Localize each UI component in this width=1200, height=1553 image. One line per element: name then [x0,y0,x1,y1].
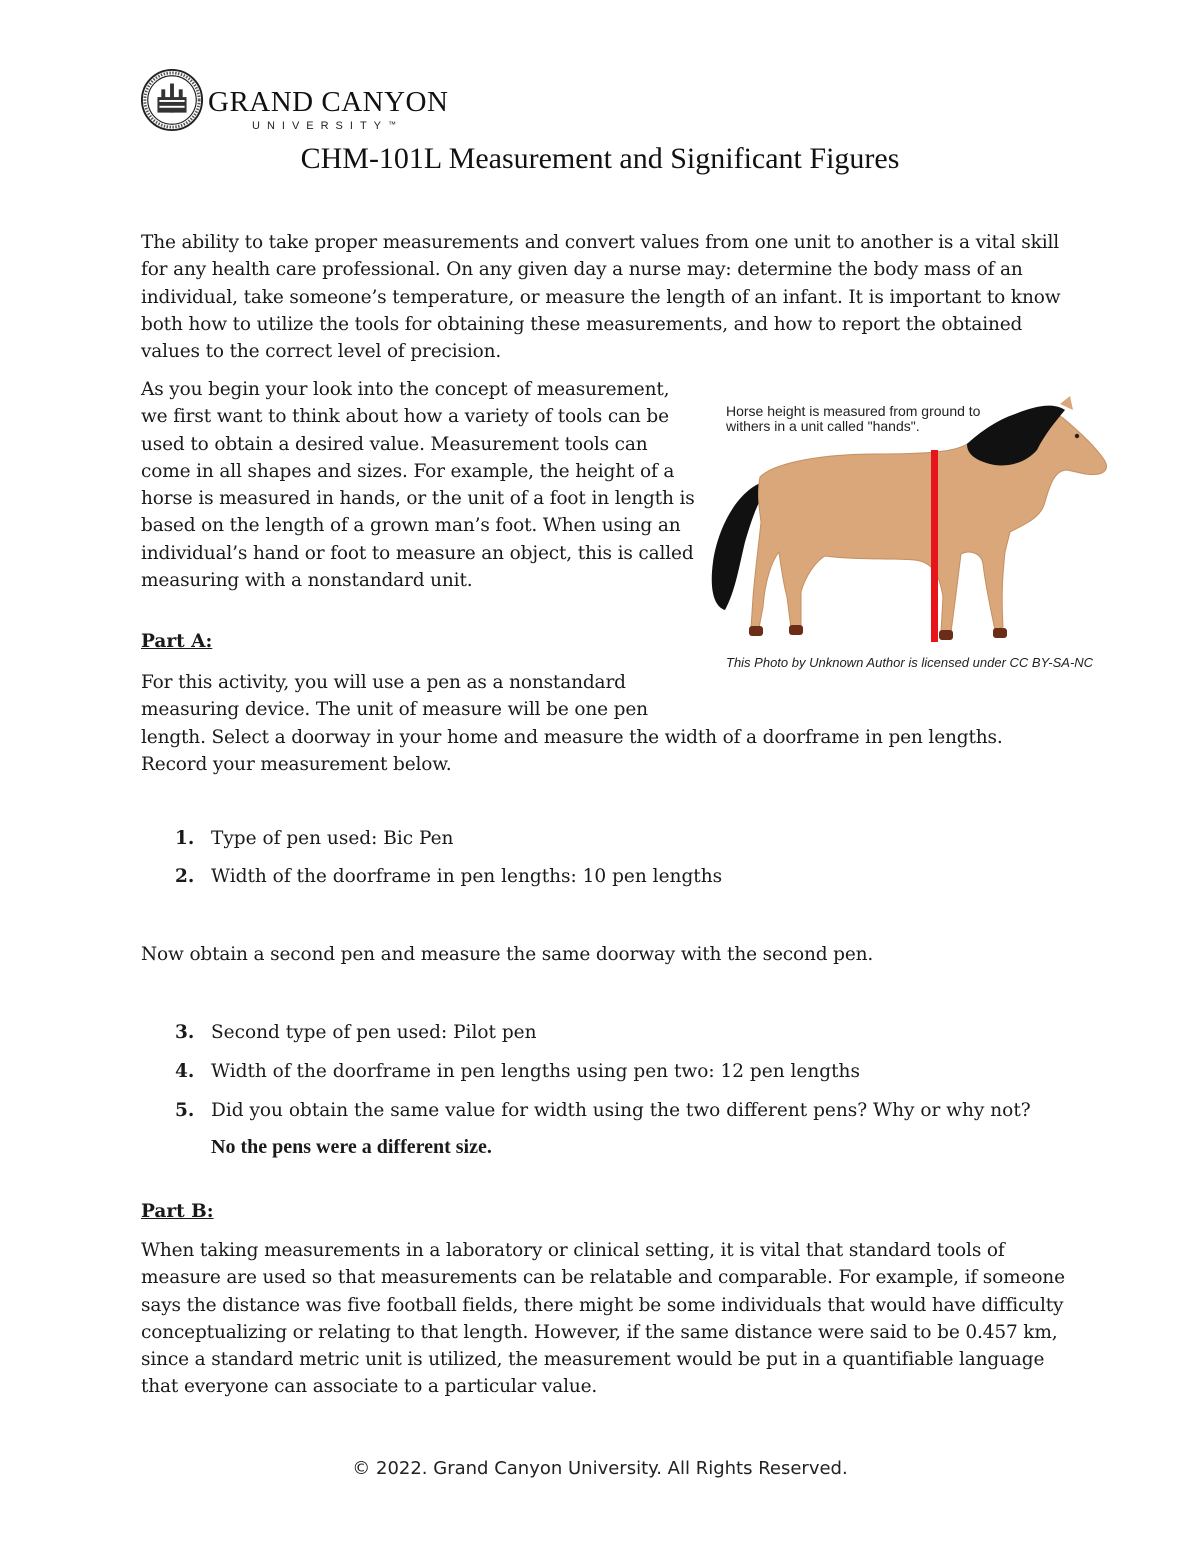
figure-caption: Horse height is measured from ground to withers in a unit called "hands". [726,403,981,434]
part-b-heading: Part B: [141,1201,214,1222]
height-marker [931,450,938,642]
part-b-paragraph: When taking measurements in a laboratory or clinical setting, it is vital that standard tools of measure are used so that measurements can be relatable and comparable. For example, if someone says the distance was five football fields, there might be some individuals that would have difficulty conceptualizing or relating to that length. However, if the same distance were said to be 0.457 km, since a standard metric unit is utilized, the measurement would be put in a quantifiable language that everyone can associate to a particular value. [141,1240,1065,1398]
answer-5: No the pens were a different size. [211,1136,492,1158]
copyright-footer: © 2022. Grand Canyon University. All Rights Reserved. [352,1458,848,1479]
university-name: GRAND CANYON [208,86,449,118]
part-a-heading: Part A: [141,631,213,652]
part-a-text-wide: length. Select a doorway in your home and measure the width of a doorframe in pen lengths. Record your measurement below. [141,726,1003,775]
second-pen-paragraph: Now obtain a second pen and measure the same doorway with the second pen. [141,944,874,965]
part-a-text-narrow: For this activity, you will use a pen as a nonstandard measuring device. The unit of measure will be one pen [141,672,648,721]
page-title: CHM-101L Measurement and Significant Figures [300,142,900,175]
concept-paragraph: As you begin your look into the concept of measurement, we first want to think about how a variety of tools can be used to obtain a desired value. Measurement tools can come in all shapes and sizes. For example, the height of a horse is measured in hands, or the unit of a foot in length is based on the length of a grown man’s foot. When using an individual’s hand or foot to measure an object, this is called measuring with a nonstandard unit. [141,379,695,592]
university-seal-icon [140,68,204,132]
intro-paragraph: The ability to take proper measurements and convert values from one unit to another is a vital skill for any health care professional. On any given day a nurse may: determine the body mass of an individual, take someone’s temperature, or measure the length of an infant. It is important to know both how to utilize the tools for obtaining these measurements, and how to report the obtained values to the correct level of precision. [141,232,1061,363]
part-a-paragraph [141,669,1021,778]
university-sub: UNIVERSITY™ [252,120,397,132]
document-page: GRAND CANYON UNIVERSITY™ CHM-101L Measurement and Significant Figures The ability to take proper measurements and convert values from one unit to another is a vital skill for any health care professional. On any given day a nurse may: determine the body mass of an individual, take someone’s temperature, or measure the length of an infant. It is important to know both how to utilize the tools for obtaining these measurements, and how to report the obtained values to the correct level of precision. As you begin your look into the concept of measurement, we first want to think about how a variety of tools can be used to obtain a desired value. Measurement tools can come in all shapes and sizes. For example, the height of a horse is measured in hands, or the unit of a foot in length is based on the length of a grown man’s foot. When using an individual’s hand or foot to measure an object, this is called measuring with a nonstandard unit. Horse height is measured from ground to withers in a unit called "hands". This Photo by Unknown Author is licensed under CC BY-SA-NC Part A: For this activity, you will use a pen as a nonstandard measuring device. The unit of measure will be one pen length. Select a doorway in your home and measure the width of a doorframe in pen lengths. Record your measurement below. 1. Type of pen used: Bic Pen 2. Width of the doorframe in pen lengths: 10 pen lengths Now obtain a second pen and measure the same doorway with the second pen. 3. Second type of pen used: Pilot pen 4. Width of the doorframe in pen lengths using pen two: 12 pen lengths 5. Did you obtain the same value for width using the two different pens? Why or why not? No the pens were a different size. Part B: When taking measurements in a laboratory or clinical setting, it is vital that standard tools of measure are used so that measurements can be relatable and comparable. For example, if someone says the distance was five football fields, there might be some individuals that would have difficulty conceptualizing or relating to that length. However, if the same distance were said to be 0.457 km, since a standard metric unit is utilized, the measurement would be put in a quantifiable language that everyone can associate to a particular value. © 2022. Grand Canyon University. All Rights Reserved. [0,0,1200,1553]
photo-credit: This Photo by Unknown Author is licensed under CC BY-SA-NC [726,655,1094,670]
horse-body [751,412,1106,632]
